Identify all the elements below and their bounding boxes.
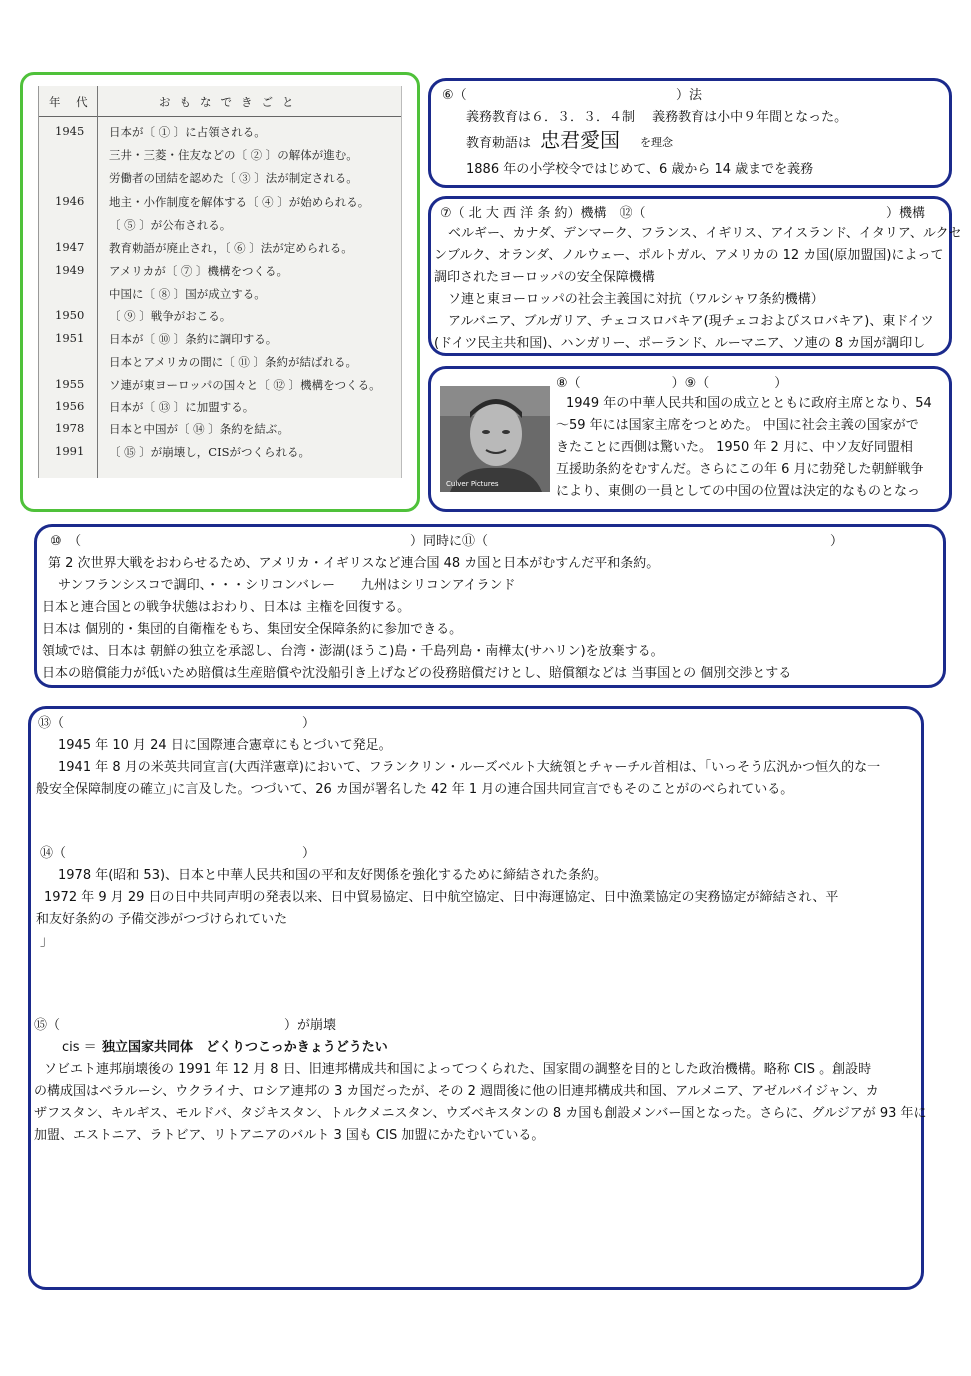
- timeline-header: [39, 86, 401, 117]
- box-7-line-2: ンブルク、オランダ、ノルウェー、ポルトガル、アメリカの 12 カ国(原加盟国)によって: [434, 248, 944, 263]
- timeline-year: 1949: [55, 263, 85, 277]
- box-6-title-open: ⑥（: [442, 88, 467, 103]
- timeline-event: 日本が〔 ⑩ 〕条約に調印する。: [109, 332, 278, 346]
- box-7-line-4: ソ連と東ヨーロッパの社会主義国に対抗（ワルシャワ条約機構）: [448, 292, 824, 307]
- box-8-line-2: ～59 年には国家主席をつとめた。 中国に社会主義の国家がで: [556, 418, 919, 433]
- box-15-cis-label: cis ＝: [62, 1040, 97, 1055]
- timeline-row: [39, 194, 401, 214]
- timeline-year: 1946: [55, 194, 85, 208]
- timeline-event: 〔 ⑮ 〕が崩壊し，CISがつくられる。: [109, 445, 311, 459]
- timeline-row: [39, 170, 401, 190]
- timeline-row: [39, 444, 401, 464]
- timeline-row: [39, 217, 401, 237]
- box-8-line-4: 互援助条約をむすんだ。さらにこの年 6 月に勃発した朝鮮戦争: [556, 462, 924, 477]
- timeline-row: [39, 308, 401, 328]
- timeline-event: 日本が〔 ① 〕に占領される。: [109, 125, 266, 139]
- box-13-title-a: ⑬（: [38, 716, 65, 731]
- timeline-year: 1956: [55, 399, 85, 413]
- timeline-event: 地主・小作制度を解体する〔 ④ 〕が始められる。: [109, 195, 370, 209]
- timeline-year: 1947: [55, 240, 85, 254]
- box-7-line-6: (ドイツ民主共和国)、ハンガリー、ポーランド、ルーマニア、ソ連の 8 カ国が調印し: [434, 336, 926, 351]
- timeline-event: アメリカが〔 ⑦ 〕機構をつくる。: [109, 264, 289, 278]
- timeline-event: 日本と中国が〔 ⑭ 〕条約を結ぶ。: [109, 422, 290, 436]
- box-6-line-1: 義務教育は６．３．３．４制 義務教育は小中９年間となった。: [466, 110, 848, 125]
- box-13-line-1: 1945 年 10 月 24 日に国際連合憲章にもとづいて発足。: [58, 738, 392, 753]
- box-14-line-3: 和友好条約の 予備交渉がつづけられていた: [36, 912, 288, 927]
- box-14-line-4: 」: [40, 934, 54, 949]
- box-13-line-2: 1941 年 8 月の米英共同宣言(大西洋憲章)において、フランクリン・ルーズベルト大統領とチャーチル首相は、｢いっそう広汎かつ恒久的な一: [58, 760, 881, 775]
- box-14-line-2: 1972 年 9 月 29 日の日中共同声明の発表以来、日中貿易協定、日中航空協定、日中海運協定、日中漁業協定の実務協定が締結され、平: [44, 890, 839, 905]
- timeline-event: 三井・三菱・住友などの〔 ② 〕の解体が進む。: [109, 148, 358, 162]
- box-8-line-5: により、東側の一員としての中国の位置は決定的なものとなっ: [556, 484, 921, 499]
- box-10-title-b: ）同時に⑪（: [410, 534, 489, 549]
- box-10-line-5: 領域では、日本は 朝鮮の独立を承認し、台湾・澎湖(ほうこ)島・千島列島・南樺太(サハリン)を放棄する。: [42, 644, 664, 659]
- box-10-title-a: ⑩ （: [50, 534, 82, 549]
- timeline-table: [38, 86, 402, 478]
- timeline-row: [39, 147, 401, 167]
- box-7-line-1: ベルギー、カナダ、デンマーク、フランス、イギリス、アイスランド、イタリア、ルクセ: [448, 226, 962, 241]
- timeline-row: [39, 240, 401, 260]
- box-15-line-2: の構成国はベラルーシ、ウクライナ、ロシア連邦の 3 カ国だったが、その 2 週間後に他の旧連邦構成共和国、アルメニア、アゼルバイジャン、カ: [34, 1084, 879, 1099]
- timeline-event: 日本とアメリカの間に〔 ⑪ 〕条約が結ばれる。: [109, 355, 358, 369]
- box-14-title-a: ⑭（: [40, 846, 67, 861]
- box-13-title-b: ）: [302, 716, 316, 731]
- timeline-year: 1945: [55, 124, 85, 138]
- timeline-event: 日本が〔 ⑬ 〕に加盟する。: [109, 400, 255, 414]
- box-14-line-1: 1978 年(昭和 53)、日本と中華人民共和国の平和友好関係を強化するために締結された条約。: [58, 868, 608, 883]
- timeline-year: 1991: [55, 444, 85, 458]
- box-8-title: ⑧（ ）⑨（ ）: [556, 376, 788, 391]
- timeline-year: 1951: [55, 331, 85, 345]
- timeline-row: [39, 399, 401, 419]
- timeline-year: 1978: [55, 421, 85, 435]
- portrait-image: [440, 386, 550, 492]
- timeline-year: 1955: [55, 377, 85, 391]
- timeline-row: [39, 124, 401, 144]
- box-10-line-1: 第 2 次世界大戦をおわらせるため、アメリカ・イギリスなど連合国 48 カ国と日本がむすんだ平和条約。: [48, 556, 660, 571]
- timeline-header-events: おもなできごと: [159, 95, 303, 109]
- box-10-line-6: 日本の賠償能力が低いため賠償は生産賠償や沈没船引き上げなどの役務賠償だけとし、賠償額などは 当事国との 個別交渉とする: [42, 666, 792, 681]
- box-15-line-1: ソビエト連邦崩壊後の 1991 年 12 月 8 日、旧連邦構成共和国によってつくられた、国家間の調整を目的とした政治機構。略称 CIS 。創設時: [44, 1062, 872, 1077]
- box-13-line-3: 般安全保障制度の確立｣に言及した。つづいて、26 カ国が署名した 42 年 1 月の連合国共同宣言でもそのことがのべられている。: [36, 782, 794, 797]
- box-10-title-c: ）: [830, 534, 844, 549]
- box-15-title-b: ）が崩壊: [284, 1018, 337, 1033]
- timeline-row: [39, 331, 401, 351]
- box-8-line-1: 1949 年の中華人民共和国の成立とともに政府主席となり、54: [566, 396, 932, 411]
- timeline-event: 〔 ⑨ 〕戦争がおこる。: [109, 309, 232, 323]
- box-10-line-3: 日本と連合国との戦争状態はおわり、日本は 主権を回復する。: [42, 600, 411, 615]
- box-8-line-3: きたことに西側は驚いた。 1950 年 2 月に、中ソ友好同盟相: [556, 440, 913, 455]
- box-15-line-3: ザフスタン、キルギス、モルドバ、タジキスタン、トルクメニスタン、ウズベキスタンの 8 カ国も創設メンバー国となった。さらに、グルジアが 93 年に: [34, 1106, 927, 1121]
- timeline-row: [39, 263, 401, 283]
- timeline-event: ソ連が東ヨーロッパの国々と〔 ⑫ 〕機構をつくる。: [109, 378, 381, 392]
- box-15-line-4: 加盟、エストニア、ラトビア、リトアニアのバルト 3 国も CIS 加盟にかたむいている。: [34, 1128, 545, 1143]
- box-15-title-a: ⑮（: [34, 1018, 61, 1033]
- timeline-event: 労働者の団結を認めた〔 ③ 〕法が制定される。: [109, 171, 358, 185]
- timeline-event: 中国に〔 ⑧ 〕国が成立する。: [109, 287, 266, 301]
- box-6-title-close: ）法: [676, 88, 703, 103]
- box-6-line-2-a: 教育勅語は: [466, 136, 532, 151]
- timeline-row: [39, 421, 401, 441]
- box-7-line-3: 調印されたヨーロッパの安全保障機構: [434, 270, 655, 285]
- box-15-cis-name: 独立国家共同体 どくりつこっかきょうどうたい: [102, 1040, 388, 1055]
- timeline-event: 〔 ⑤ 〕が公布される。: [109, 218, 232, 232]
- timeline-year: 1950: [55, 308, 85, 322]
- timeline-header-year: 年 代: [49, 95, 94, 109]
- box-7-title: ⑦（ 北 大 西 洋 条 約）機構 ⑫（: [440, 206, 646, 221]
- box-7-line-5: アルバニア、ブルガリア、チェコスロバキア(現チェコおよびスロバキア)、東ドイツ: [448, 314, 934, 329]
- timeline-event: 教育勅語が廃止され，〔 ⑥ 〕法が定められる。: [109, 241, 353, 255]
- portrait-photo: [440, 386, 550, 492]
- box-14-title-b: ）: [302, 846, 316, 861]
- timeline-row: [39, 377, 401, 397]
- box-6-line-3: 1886 年の小学校令ではじめて、6 歳から 14 歳までを義務: [466, 162, 814, 177]
- timeline-row: [39, 354, 401, 374]
- box-6-line-2-kanji: 忠君愛国: [540, 128, 620, 152]
- box-10-line-4: 日本は 個別的・集団的自衛権をもち、集団安全保障条約に参加できる。: [42, 622, 463, 637]
- box-10-line-2: サンフランシスコで調印、・・・シリコンバレー 九州はシリコンアイランド: [58, 578, 516, 593]
- timeline-row: [39, 286, 401, 306]
- portrait-credit: Culver Pictures: [446, 480, 499, 488]
- box-6-line-2-b: を理念: [640, 136, 673, 149]
- box-12-title-close: ）機構: [886, 206, 926, 221]
